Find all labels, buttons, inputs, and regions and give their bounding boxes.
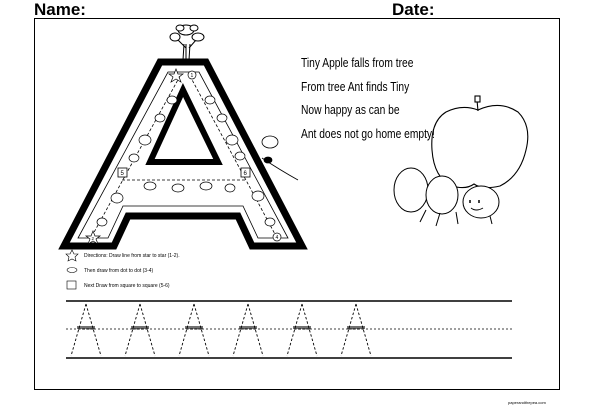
direction-text-2: Then draw from dot to dot (3-4) — [84, 268, 154, 274]
poem-line-1: Tiny Apple falls from tree — [301, 56, 414, 70]
poem-line-3: Now happy as can be — [301, 103, 400, 117]
footer-credit: paperandthepea.com — [508, 400, 546, 405]
direction-text-3: Next Draw from square to square (5-6) — [84, 283, 170, 289]
svg-text:1: 1 — [190, 73, 194, 79]
practice-letter — [287, 304, 317, 356]
svg-text:4: 4 — [275, 235, 279, 241]
date-label: Date: — [392, 0, 435, 19]
poem-line-4: Ant does not go home empty! — [301, 126, 435, 141]
svg-text:6: 6 — [243, 171, 247, 177]
practice-letter — [341, 304, 371, 356]
practice-letter — [233, 304, 263, 356]
name-label: Name: — [34, 0, 86, 19]
poem — [301, 52, 435, 146]
svg-text:2: 2 — [91, 236, 95, 241]
direction-text-1: Directions: Draw line from star to star (1-2). — [84, 253, 180, 259]
practice-letter — [125, 304, 155, 356]
svg-text:5: 5 — [120, 171, 124, 177]
practice-letter — [71, 304, 101, 356]
practice-letter — [179, 304, 209, 356]
poem-line-2: From tree Ant finds Tiny — [301, 79, 410, 94]
